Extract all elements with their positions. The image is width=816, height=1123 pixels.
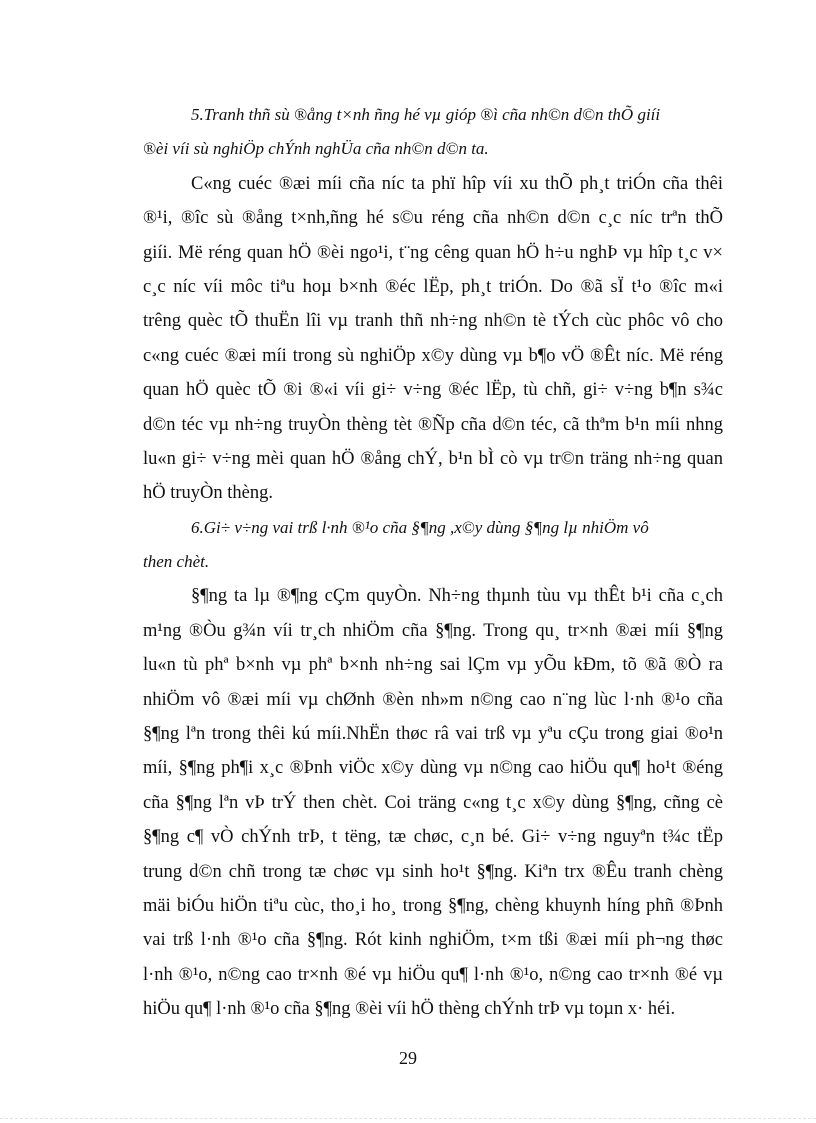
text-line: §¶ng lªn trong thêi kú míi.NhËn thøc râ vai trß vµ yªu cÇu trong giai ®o¹n xyxy=(143,724,723,745)
text-line: ®¹i, ®îc sù ®ång t×nh,ñng hé s©u réng cña nh©n d©n c¸c níc trªn thÕ xyxy=(143,208,723,229)
text-line: cña §¶ng lªn vÞ trÝ then chèt. Coi träng c«ng t¸c x©y dùng §¶ng, cñng cè xyxy=(143,792,723,813)
text-line: lu«n gi÷ v÷ng mèi quan hÖ ®ång chÝ, b¹n bÌ cò vµ tr©n träng nh÷ng quan xyxy=(143,448,723,469)
text-line: nhiÖm vô ®æi míi vµ chØnh ®èn nh»m n©ng cao n¨ng lùc l·nh ®¹o cña xyxy=(143,689,723,710)
body-text xyxy=(143,98,723,1027)
section-heading-line: 5.Tranh thñ sù ®ång t×nh ñng hé vµ gióp ®ì cña nh©n d©n thÕ giíi xyxy=(191,105,661,124)
page-number: 29 xyxy=(399,1048,417,1068)
text-line: hÖ truyÒn thèng. xyxy=(143,483,273,504)
page-bottom-border xyxy=(0,1118,816,1119)
text-line: lu«n tù phª b×nh vµ phª b×nh nh÷ng sai lÇm vµ yÕu kÐm, tõ ®ã ®Ò ra xyxy=(143,655,723,676)
text-line: c¸c níc víi môc tiªu hoµ b×nh ®éc lËp, ph¸t triÓn. Do ®ã sÏ t¹o ®îc m«i xyxy=(143,276,723,297)
text-line: §¶ng ta lµ ®¶ng cÇm quyÒn. Nh÷ng thµnh tùu vµ thÊt b¹i cña c¸ch xyxy=(191,586,723,607)
text-line: m¹ng ®Òu g¾n víi tr¸ch nhiÖm cña §¶ng. Trong qu¸ tr×nh ®æi míi §¶ng xyxy=(143,620,723,641)
text-line: C«ng cuéc ®æi míi cña níc ta phï hîp víi xu thÕ ph¸t triÓn cña thêi xyxy=(191,173,723,194)
text-line: c«ng cuéc ®æi míi trong sù nghiÖp x©y dùng vµ b¶o vÖ ®Êt níc. Më réng xyxy=(143,345,723,366)
text-line: §¶ng c¶ vÒ chÝnh trÞ, t tëng, tæ chøc, c¸n bé. Gi÷ v÷ng nguyªn t¾c tËp xyxy=(143,827,723,848)
text-line: vai trß l·nh ®¹o cña §¶ng. Rót kinh nghiÖm, t×m tßi ®æi míi ph¬ng thøc xyxy=(143,930,723,951)
section-heading-line: 6.Gi÷ v÷ng vai trß l·nh ®¹o cña §¶ng ,x©y dùng §¶ng lµ nhiÖm vô xyxy=(191,517,649,537)
section-heading-line: then chèt. xyxy=(143,552,210,572)
text-line: míi, §¶ng ph¶i x¸c ®Þnh viÖc x©y dùng vµ n©ng cao hiÖu qu¶ ho¹t ®éng xyxy=(143,758,723,779)
text-line: giíi. Më réng quan hÖ ®èi ngo¹i, t¨ng cêng quan hÖ h÷u nghÞ vµ hîp t¸c v× xyxy=(143,242,723,263)
text-line: d©n téc vµ nh÷ng truyÒn thèng tèt ®Ñp cña d©n téc, cã thªm b¹n míi nhng xyxy=(143,414,723,435)
text-line: quan hÖ quèc tÕ ®i ®«i víi gi÷ v÷ng ®éc lËp, tù chñ, gi÷ v÷ng b¶n s¾c xyxy=(143,380,723,401)
text-line: l·nh ®¹o, n©ng cao tr×nh ®é vµ hiÖu qu¶ l·nh ®¹o, n©ng cao tr×nh ®é vµ xyxy=(143,964,723,985)
section-heading-line: ®èi víi sù nghiÖp chÝnh nghÜa cña nh©n d©n ta. xyxy=(143,139,489,159)
text-line: hiÖu qu¶ l·nh ®¹o cña §¶ng ®èi víi hÖ thèng chÝnh trÞ vµ toµn x· héi. xyxy=(143,999,676,1020)
text-line: trung d©n chñ trong tæ chøc vµ sinh ho¹t §¶ng. Kiªn trx ®Êu tranh chèng xyxy=(143,861,723,882)
text-line: trêng quèc tÕ thuËn lîi vµ tranh thñ nh÷ng nh©n tè tÝch cùc phôc vô cho xyxy=(143,311,723,332)
text-line: mäi biÓu hiÖn tiªu cùc, tho¸i ho¸ trong §¶ng, chèng khuynh híng phñ ®Þnh xyxy=(143,895,723,916)
